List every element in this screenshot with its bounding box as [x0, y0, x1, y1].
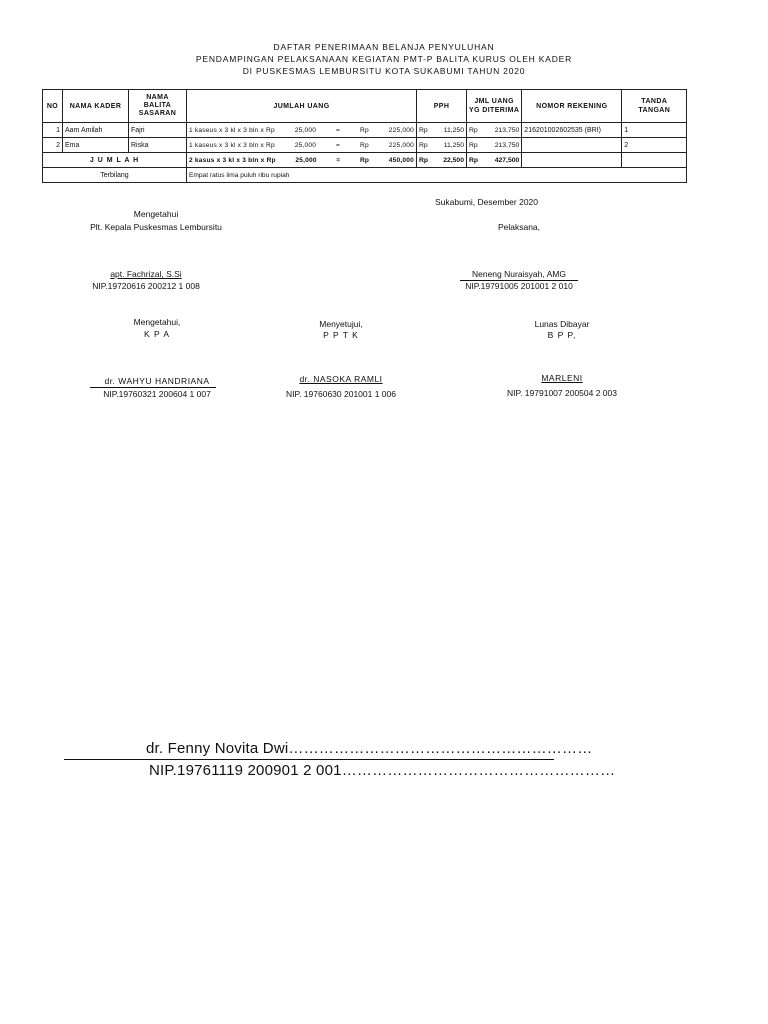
jumlah-net-rp: Rp: [469, 156, 479, 164]
row-total: 225,000: [388, 141, 414, 149]
bpp-nip: NIP. 19791007 200504 2 003: [507, 388, 617, 398]
extra-nip: [149, 762, 615, 779]
title-line-1: DAFTAR PENERIMAAN BELANJA PENYULUHAN: [273, 42, 495, 52]
jumlah-rekening-empty: [522, 153, 622, 168]
row-kader: Ema: [63, 138, 129, 153]
row-pph-value: 11,250: [443, 126, 464, 134]
row-pph-value: 11,250: [443, 141, 464, 149]
row-rekening: 216201002602535 (BRI): [522, 123, 622, 138]
row-net-rp: Rp: [469, 126, 478, 134]
col-nama-balita-line1: NAMA: [146, 94, 169, 101]
row-net: [467, 138, 522, 153]
row-pph: [417, 138, 467, 153]
row-no: 2: [43, 138, 63, 153]
jumlah-rp: Rp: [359, 156, 370, 164]
extra-signature-line: [64, 759, 554, 760]
row-rp: Rp: [359, 126, 369, 134]
row-pph: [417, 123, 467, 138]
kpa-nip: NIP.19760321 200604 1 007: [103, 389, 211, 399]
pptk-nip: NIP. 19760630 201001 1 006: [286, 389, 396, 399]
terbilang-row: [43, 168, 687, 183]
table-row: [43, 123, 687, 138]
row-net-value: 213,750: [494, 126, 520, 134]
bpp-name: MARLENI: [541, 373, 583, 383]
jumlah-uang: [187, 153, 417, 168]
row-net-rp: Rp: [469, 141, 478, 149]
row-jumlah-uang: [187, 123, 417, 138]
row-net-value: 213,750: [494, 141, 520, 149]
row-rate: 25,000: [294, 141, 317, 149]
row-kader: Aam Amilah: [63, 123, 129, 138]
row-pph-rp: Rp: [419, 141, 428, 149]
terbilang-label: Terbilang: [43, 168, 187, 183]
title-line-2: PENDAMPINGAN PELAKSANAAN KEGIATAN PMT-P BALITA KURUS OLEH KADER: [195, 54, 573, 64]
bpp-role-2: B P P,: [547, 330, 577, 340]
kepala-name: apt. Fachrizal, S.Si: [110, 269, 182, 279]
row-pph-rp: Rp: [419, 126, 428, 134]
table-row: [43, 138, 687, 153]
jumlah-pph-value: 22,500: [443, 156, 464, 164]
row-jumlah-uang: [187, 138, 417, 153]
jumlah-rate: 25,000: [295, 156, 317, 164]
kpa-name: dr. WAHYU HANDRIANA: [104, 376, 210, 386]
terbilang-value: Empat ratus lima puluh ribu rupiah: [187, 168, 687, 183]
col-tanda-tangan: [622, 90, 687, 123]
payment-table: [42, 89, 687, 183]
row-ttd: 1: [622, 123, 687, 138]
col-nama-balita-line2: BALITA: [143, 102, 172, 109]
jumlah-pph-rp: Rp: [419, 156, 429, 164]
row-qty: 1 kaseus x 3 kl x 3 bln x Rp: [189, 141, 275, 149]
col-tanda-tangan-line1: TANDA: [641, 98, 668, 105]
row-rekening: [522, 138, 622, 153]
col-jumlah-uang: JUMLAH UANG: [187, 90, 417, 123]
jumlah-net: [467, 153, 522, 168]
row-qty: 1 kaseus x 3 kl x 3 bln x Rp: [189, 126, 275, 134]
jumlah-row: [43, 153, 687, 168]
extra-name-dots: ……………………………………………………: [288, 740, 593, 757]
jumlah-pph: [417, 153, 467, 168]
row-rate: 25,000: [294, 126, 317, 134]
pelaksana-role: Pelaksana,: [497, 222, 541, 232]
row-balita: Fajri: [129, 123, 187, 138]
row-eq: =: [336, 141, 341, 149]
extra-name: [146, 740, 592, 757]
col-tanda-tangan-line2: TANGAN: [638, 107, 671, 114]
col-nomor-rekening: NOMOR REKENING: [522, 90, 622, 123]
col-nama-kader: NAMA KADER: [63, 90, 129, 123]
col-pph: PPH: [417, 90, 467, 123]
row-balita: Riska: [129, 138, 187, 153]
pptk-role-2: P P T K: [323, 330, 359, 340]
extra-nip-dots: ………………………………………………: [341, 762, 616, 779]
row-eq: =: [336, 126, 341, 134]
pptk-name: dr. NASOKA RAMLI: [299, 374, 383, 384]
kepala-nip: NIP.19720616 200212 1 008: [92, 281, 200, 291]
title-line-3: DI PUSKESMAS LEMBURSITU KOTA SUKABUMI TAHUN 2020: [242, 66, 526, 76]
place-date: Sukabumi, Desember 2020: [435, 197, 539, 207]
pelaksana-nip: NIP.19791005 201001 2 010: [465, 281, 573, 291]
row-rp: Rp: [359, 141, 369, 149]
kepala-role-2: Plt. Kepala Puskesmas Lembursitu: [90, 222, 222, 232]
extra-nip-text: NIP.19761119 200901 2 001: [149, 762, 342, 779]
col-nama-balita: [129, 90, 187, 123]
col-jml-diterima-line2: YG DITERIMA: [469, 107, 520, 114]
jumlah-total: 450,000: [388, 156, 414, 164]
jumlah-eq: =: [336, 156, 341, 164]
col-jml-diterima: [467, 90, 522, 123]
row-total: 225,000: [388, 126, 414, 134]
col-jml-diterima-line1: JML UANG: [474, 98, 514, 105]
kepala-role-1: Mengetahui: [133, 209, 179, 219]
row-net: [467, 123, 522, 138]
bpp-role-1: Lunas Dibayar: [534, 319, 590, 329]
row-ttd: 2: [622, 138, 687, 153]
jumlah-qty: 2 kasus x 3 kl x 3 bln x Rp: [189, 156, 276, 164]
jumlah-ttd-empty: [622, 153, 687, 168]
kpa-role-1: Mengetahui,: [133, 317, 181, 327]
jumlah-net-value: 427,500: [494, 156, 520, 164]
row-no: 1: [43, 123, 63, 138]
pelaksana-name: Neneng Nuraisyah, AMG: [471, 269, 567, 279]
col-no: NO: [43, 90, 63, 123]
kpa-signature-line: [90, 387, 216, 388]
kpa-role-2: K P A: [143, 329, 171, 339]
col-nama-balita-line3: SASARAN: [138, 110, 177, 117]
extra-name-text: dr. Fenny Novita Dwi: [146, 740, 289, 757]
pptk-role-1: Menyetujui,: [319, 319, 363, 329]
jumlah-label: J U M L A H: [43, 153, 187, 168]
table-header: [43, 90, 687, 123]
